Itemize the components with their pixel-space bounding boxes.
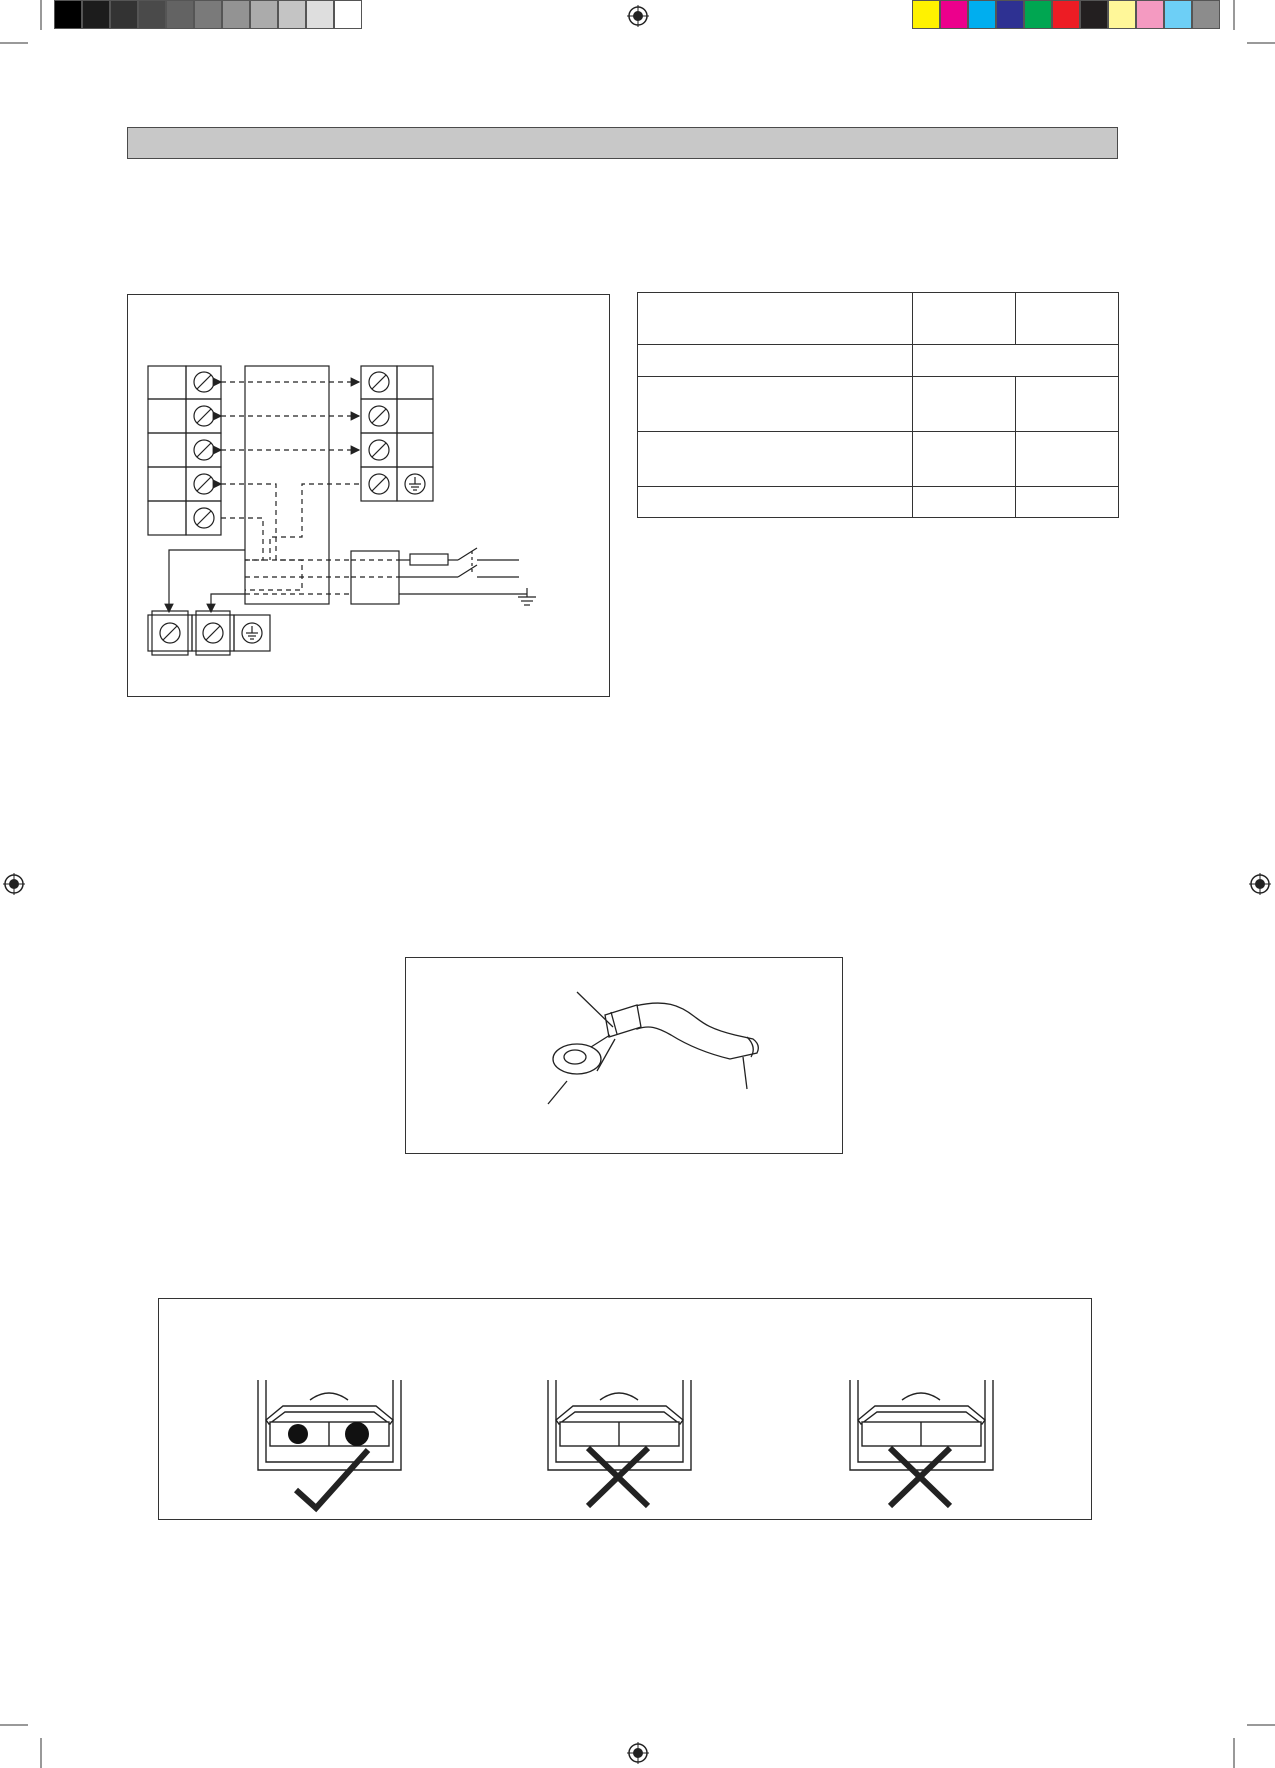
- table-cell: [638, 345, 913, 377]
- ring-terminal-illustration: [405, 957, 843, 1154]
- terminal-connection-examples: [158, 1298, 1092, 1520]
- table-cell: [912, 345, 1118, 377]
- table-cell: [1015, 486, 1118, 517]
- terminal-screw-icon: [194, 372, 214, 528]
- table-cell: [912, 431, 1015, 486]
- table-row: [638, 377, 1119, 431]
- callout-leader: [548, 1081, 567, 1104]
- table-cell: [912, 293, 1015, 345]
- table-cell: [1015, 377, 1118, 431]
- table-row: [638, 345, 1119, 377]
- wire-conductor: [345, 1422, 369, 1446]
- wiring-diagram: [127, 294, 610, 697]
- table-cell: [638, 431, 913, 486]
- earth-icon: [242, 623, 262, 643]
- cross-mark-icon: [890, 1448, 950, 1506]
- connection-cable: [245, 366, 329, 604]
- table-header-row: [638, 293, 1119, 345]
- cross-mark-icon: [588, 1448, 648, 1506]
- outdoor-terminal-block: [361, 366, 433, 501]
- check-mark-icon: [296, 1450, 368, 1508]
- terminal-example-incorrect: [548, 1380, 899, 1506]
- callout-leader: [577, 992, 613, 1027]
- ground-symbol-icon: [518, 588, 536, 605]
- table-cell: [912, 486, 1015, 517]
- wire-conductor: [288, 1424, 308, 1444]
- spec-table: [637, 292, 1119, 518]
- table-cell: [1015, 293, 1118, 345]
- table-cell: [1015, 431, 1118, 486]
- table-cell: [912, 377, 1015, 431]
- fuse-icon: [410, 554, 448, 565]
- callout-leader: [743, 1057, 747, 1089]
- table-cell: [638, 293, 913, 345]
- table-cell: [638, 377, 913, 431]
- section-heading-bar: [127, 127, 1118, 159]
- table-row: [638, 431, 1119, 486]
- terminal-example-correct: [258, 1380, 401, 1508]
- earth-icon: [405, 474, 425, 494]
- table-row: [638, 486, 1119, 517]
- table-cell: [638, 486, 913, 517]
